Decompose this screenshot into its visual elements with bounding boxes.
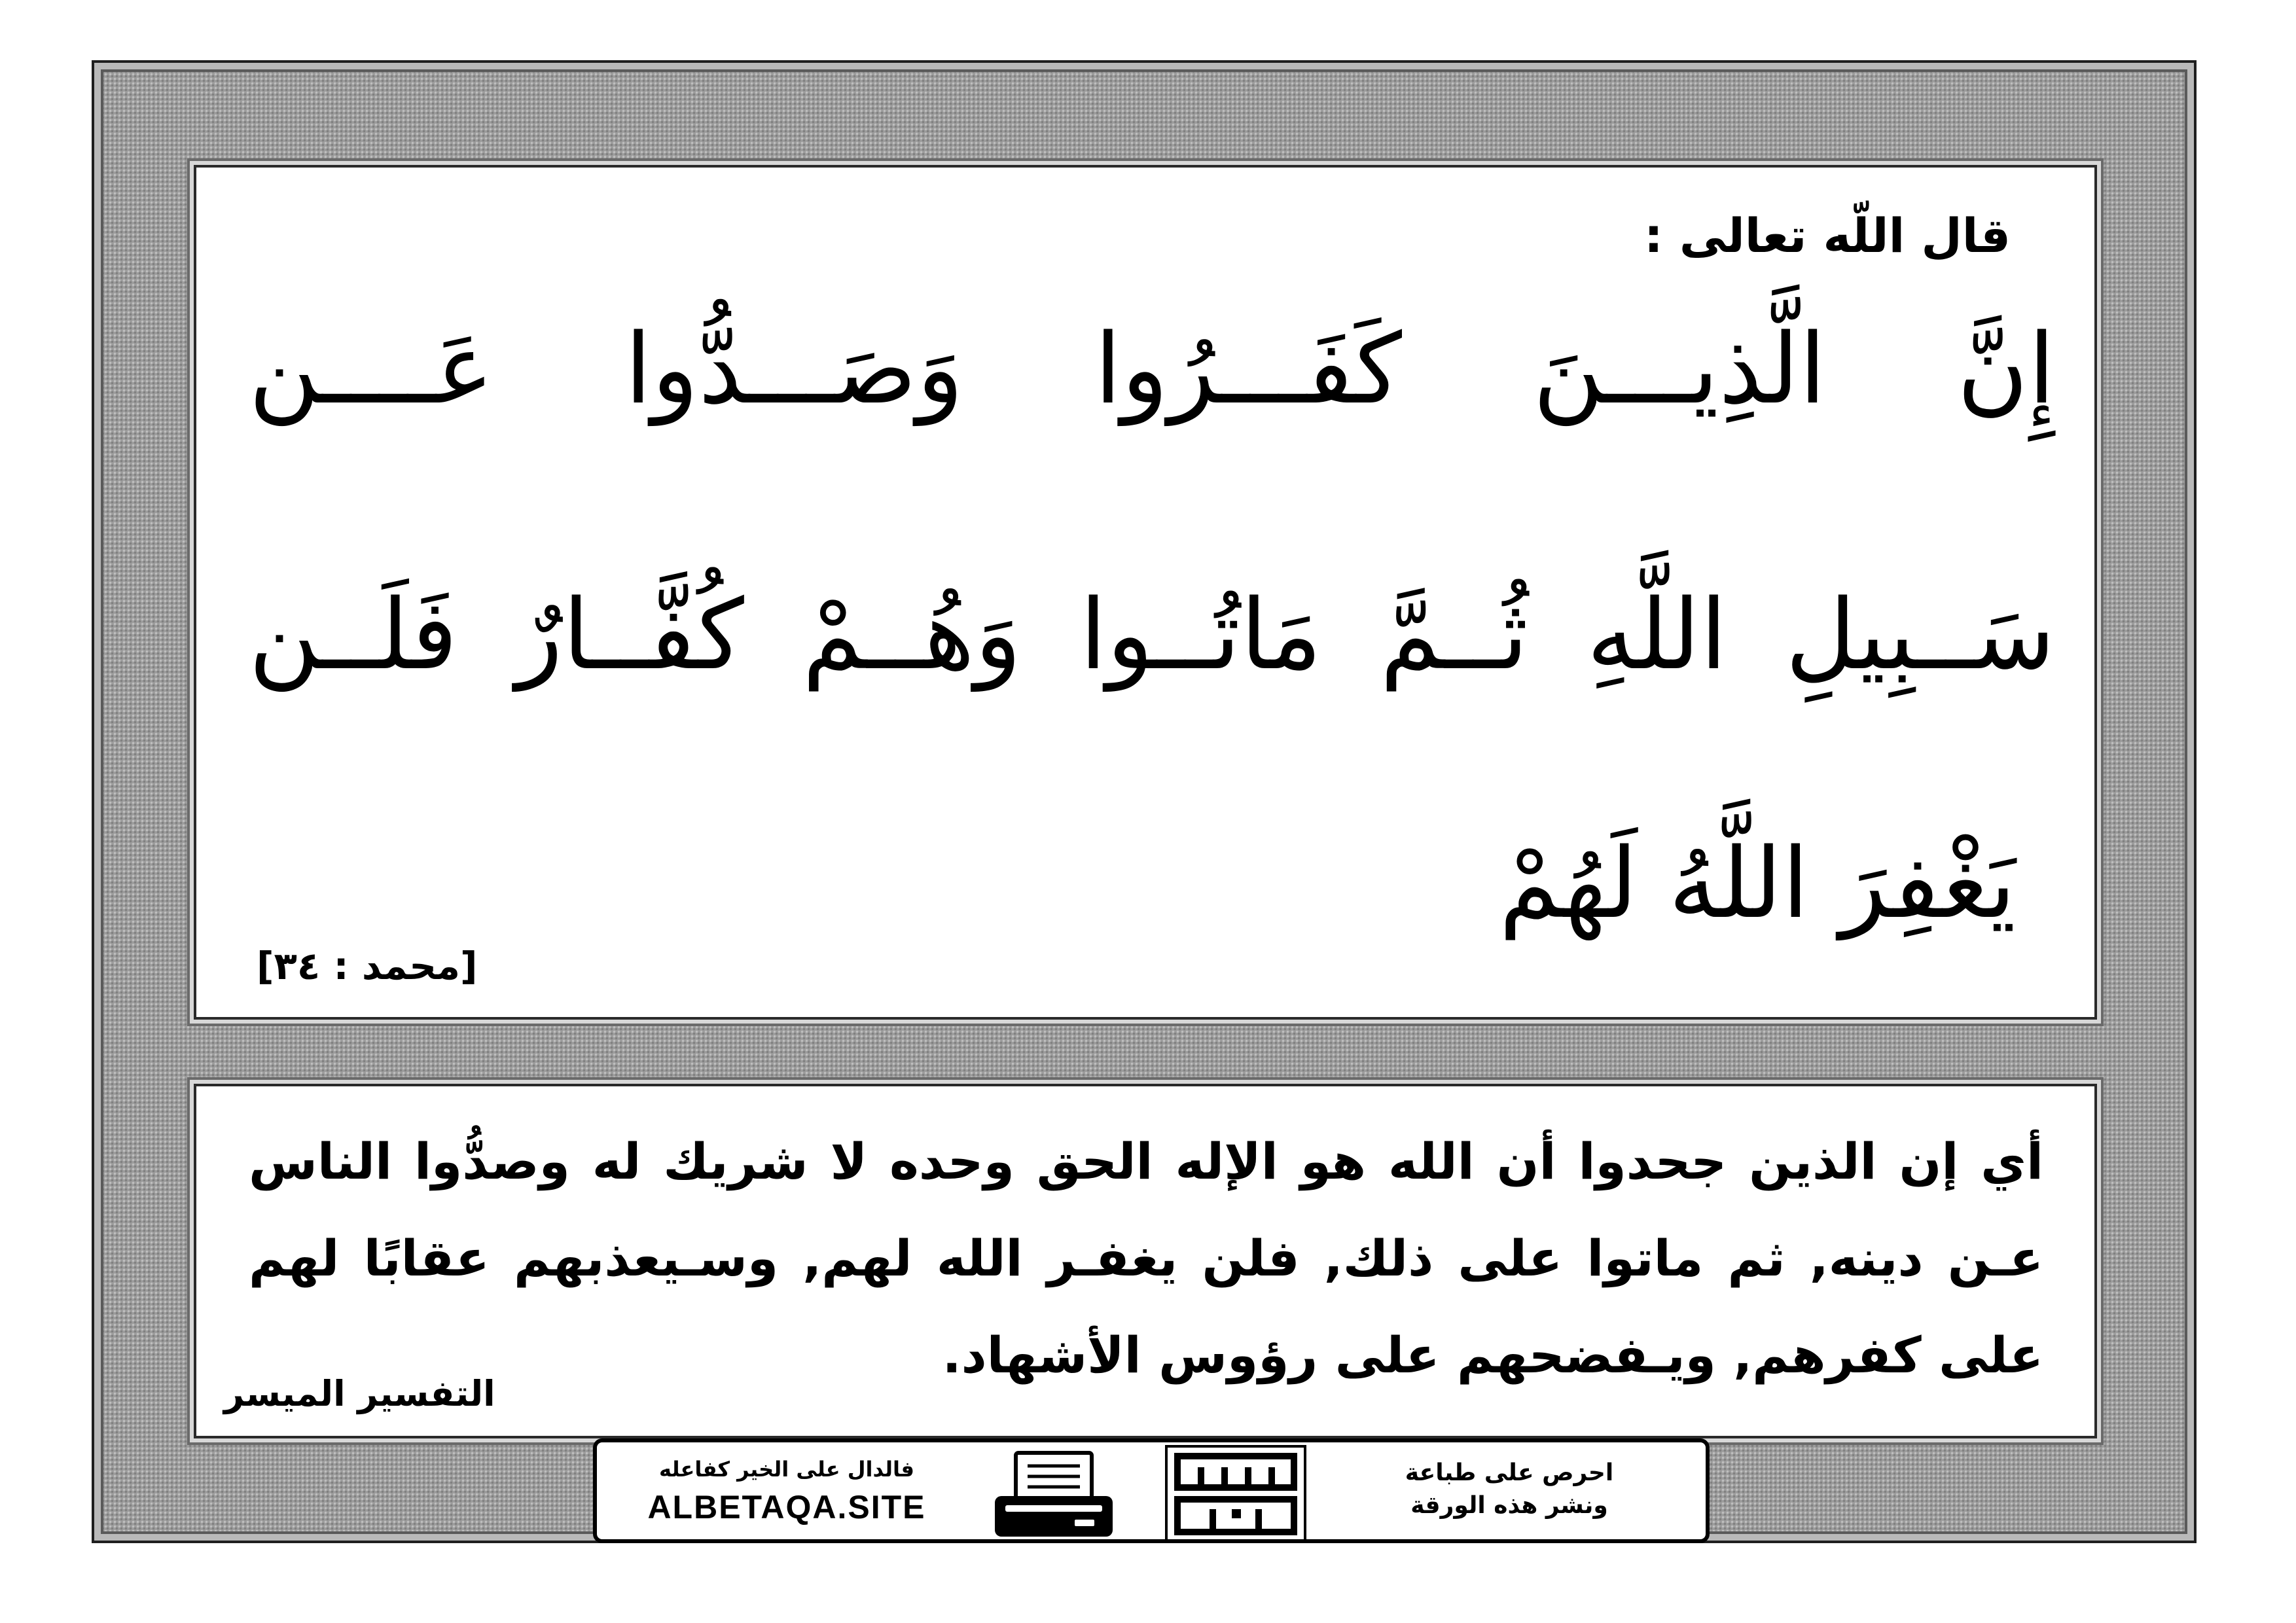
printer-icon: [990, 1450, 1118, 1542]
call-line-2: ونشر هذه الورقة: [1410, 1492, 1608, 1519]
tafsir-panel: [194, 1084, 2097, 1438]
verse-line-3: يَغْفِرَ اللَّهُ لَهُمْ: [1499, 827, 2016, 940]
verse-panel: [194, 165, 2097, 1020]
website-link[interactable]: ALBETAQA.SITE: [647, 1489, 926, 1525]
verse-reference: [محمد : ٣٤]: [257, 944, 478, 988]
verse-line-1: إِنَّ الَّذِيـــنَ كَفَـــرُوا وَصَـــدُّوا عَــــن: [249, 313, 2055, 425]
tafsir-line-1: أي إن الذين جحدوا أن الله هو الإله الحق وحده لا شريك له وصدُّوا الناس: [249, 1132, 2043, 1190]
logo-icon: [1164, 1444, 1308, 1543]
footer-slogan: فالدال على الخير كفاعله: [659, 1457, 914, 1482]
verse-line-2: سَــبِيلِ اللَّهِ ثُــمَّ مَاتُــوا وَهُــمْ كُفَّــارٌ فَلَــن: [249, 579, 2055, 691]
tafsir-source: التفسير الميسر: [224, 1373, 495, 1414]
tafsir-line-3: على كفرهم, ويـفضحهم على رؤوس الأشهاد.: [942, 1326, 2043, 1384]
footer-bar: [593, 1438, 1710, 1543]
footer-website-block: [617, 1454, 957, 1535]
call-line-1: احرص على طباعة: [1405, 1459, 1614, 1486]
footer-call-to-action: [1339, 1457, 1679, 1522]
tafsir-line-2: عـن دينه, ثم ماتوا على ذلك, فلن يغفـر الله لهم, وسـيعذبهم عقابًا لهم: [249, 1229, 2043, 1287]
verse-intro: قال اللّه تعالى :: [1643, 208, 2011, 263]
